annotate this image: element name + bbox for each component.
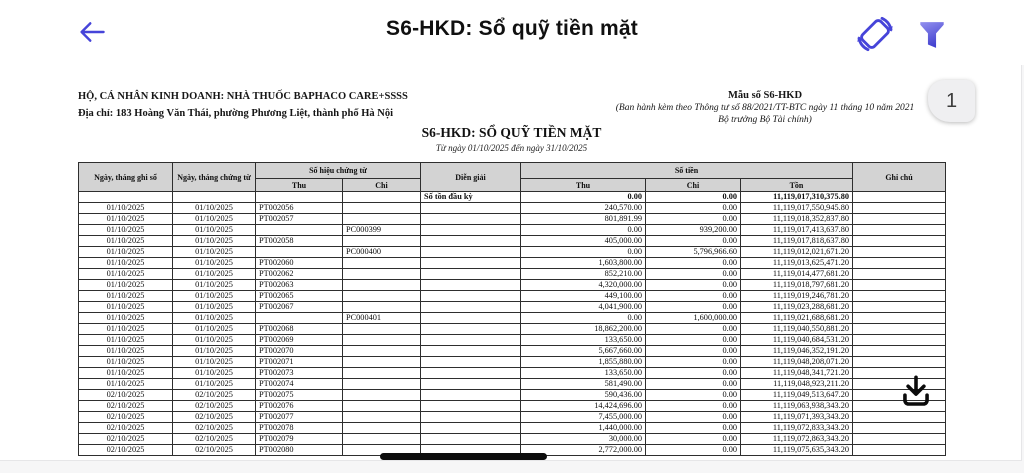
rotate-screen-button[interactable] [852,14,898,56]
download-icon [897,400,935,415]
col-header-dien-giai: Diễn giải [421,163,521,192]
col-header-so-hieu-chung-tu: Số hiệu chứng từ [256,163,421,179]
page-number-badge[interactable] [928,80,975,122]
horizontal-scroll-indicator[interactable] [380,453,547,460]
report-title: S6-HKD: SỔ QUỸ TIỀN MẶT [421,125,602,140]
opening-chi: 0.00 [646,192,741,203]
col-header-ngay-ghi-so: Ngày, tháng ghi sổ [79,163,173,192]
col-header-ton: Tồn [741,179,853,192]
table-row: 01/10/2025 01/10/2025 PT002068 18,862,200.00 0.00 11,119,040,550,881.20 [79,324,946,335]
col-header-ghi-chu: Ghi chú [853,163,946,192]
screen-rotate-icon [854,42,896,57]
table-row: 01/10/2025 01/10/2025 PT002058 405,000.00 0.00 11,119,017,818,637.80 [79,236,946,247]
opening-balance-label: Số tồn đầu kỳ [421,192,521,203]
table-row: 01/10/2025 01/10/2025 PT002073 133,650.00 0.00 11,119,048,341,721.20 [79,368,946,379]
table-row: 02/10/2025 02/10/2025 PT002079 30,000.00 0.00 11,119,072,863,343.20 [79,434,946,445]
table-row: 02/10/2025 02/10/2025 PT002078 1,440,000.00 0.00 11,119,072,833,343.20 [79,423,946,434]
table-row: 01/10/2025 01/10/2025 PT002057 801,891.99 0.00 11,119,018,352,837.80 [79,214,946,225]
col-header-amount-chi: Chi [646,179,741,192]
form-number: Mẫu số S6-HKD [727,90,803,101]
business-address-line: Địa chỉ: 183 Hoàng Văn Thái, phường Phương Liệt, thành phố Hà Nội [78,108,394,119]
table-row: 02/10/2025 02/10/2025 PT002076 14,424,696.00 0.00 11,119,063,938,343.20 [79,401,946,412]
table-row: 01/10/2025 01/10/2025 PT002063 4,320,000.00 0.00 11,119,018,797,681.20 [79,280,946,291]
opening-balance-row [79,192,946,203]
cash-ledger-table [78,162,946,456]
document-page [0,65,1022,461]
col-header-ngay-chung-tu: Ngày, tháng chứng từ [173,163,256,192]
col-header-voucher-thu: Thu [256,179,343,192]
page-number: 1 [945,89,958,112]
table-row: 01/10/2025 01/10/2025 PT002062 852,210.00 0.00 11,119,014,477,681.20 [79,269,946,280]
opening-thu: 0.00 [521,192,646,203]
table-row: 02/10/2025 02/10/2025 PT002080 2,772,000.00 0.00 11,119,075,635,343.20 [79,445,946,456]
col-header-voucher-chi: Chi [343,179,421,192]
table-row: 01/10/2025 01/10/2025 PC000399 0.00 939,200.00 11,119,017,413,637.80 [79,225,946,236]
filter-funnel-icon [917,39,947,54]
table-row: 01/10/2025 01/10/2025 PT002056 240,570.00 0.00 11,119,017,550,945.80 [79,203,946,214]
table-row: 01/10/2025 01/10/2025 PT002060 1,603,800.00 0.00 11,119,013,625,471.20 [79,258,946,269]
col-header-so-tien: Số tiền [521,163,853,179]
app-bar [0,0,1024,65]
table-row: 01/10/2025 01/10/2025 PC000401 0.00 1,600,000.00 11,119,021,688,681.20 [79,313,946,324]
form-reference-block [585,89,945,126]
form-note-line-1: (Ban hành kèm theo Thông tư số 88/2021/TT-BTC ngày 11 tháng 10 năm 2021 [615,103,915,113]
page-title: S6-HKD: Sổ quỹ tiền mặt [386,17,638,40]
report-date-range: Từ ngày 01/10/2025 đến ngày 31/10/2025 [435,143,588,153]
table-row: 02/10/2025 02/10/2025 PT002077 7,455,000.00 0.00 11,119,071,393,343.20 [79,412,946,423]
table-row: 01/10/2025 01/10/2025 PT002071 1,855,880.00 0.00 11,119,048,208,071.20 [79,357,946,368]
table-header [79,163,946,192]
table-row: 01/10/2025 01/10/2025 PT002074 581,490.00 0.00 11,119,048,923,211.20 [79,379,946,390]
table-row: 01/10/2025 01/10/2025 PC000400 0.00 5,796,966.60 11,119,012,021,671.20 [79,247,946,258]
opening-ton: 11,119,017,310,375.80 [741,192,853,203]
table-row: 01/10/2025 01/10/2025 PT002065 449,100.00 0.00 11,119,019,246,781.20 [79,291,946,302]
filter-button[interactable] [912,18,952,54]
col-header-amount-thu: Thu [521,179,646,192]
company-block [78,88,408,122]
table-row: 02/10/2025 02/10/2025 PT002075 590,436.00 0.00 11,119,049,513,647.20 [79,390,946,401]
table-row: 01/10/2025 01/10/2025 PT002070 5,667,660.00 0.00 11,119,046,352,191.20 [79,346,946,357]
download-button[interactable] [896,372,936,414]
table-row: 01/10/2025 01/10/2025 PT002067 4,041,900.00 0.00 11,119,023,288,681.20 [79,302,946,313]
form-note-line-2: Bộ trưởng Bộ Tài chính) [718,115,812,125]
table-body [79,192,946,456]
table-row: 01/10/2025 01/10/2025 PT002069 133,650.00 0.00 11,119,040,684,531.20 [79,335,946,346]
business-owner-line: HỘ, CÁ NHÂN KINH DOANH: NHÀ THUỐC BAPHACO CARE+SSSS [78,91,408,102]
